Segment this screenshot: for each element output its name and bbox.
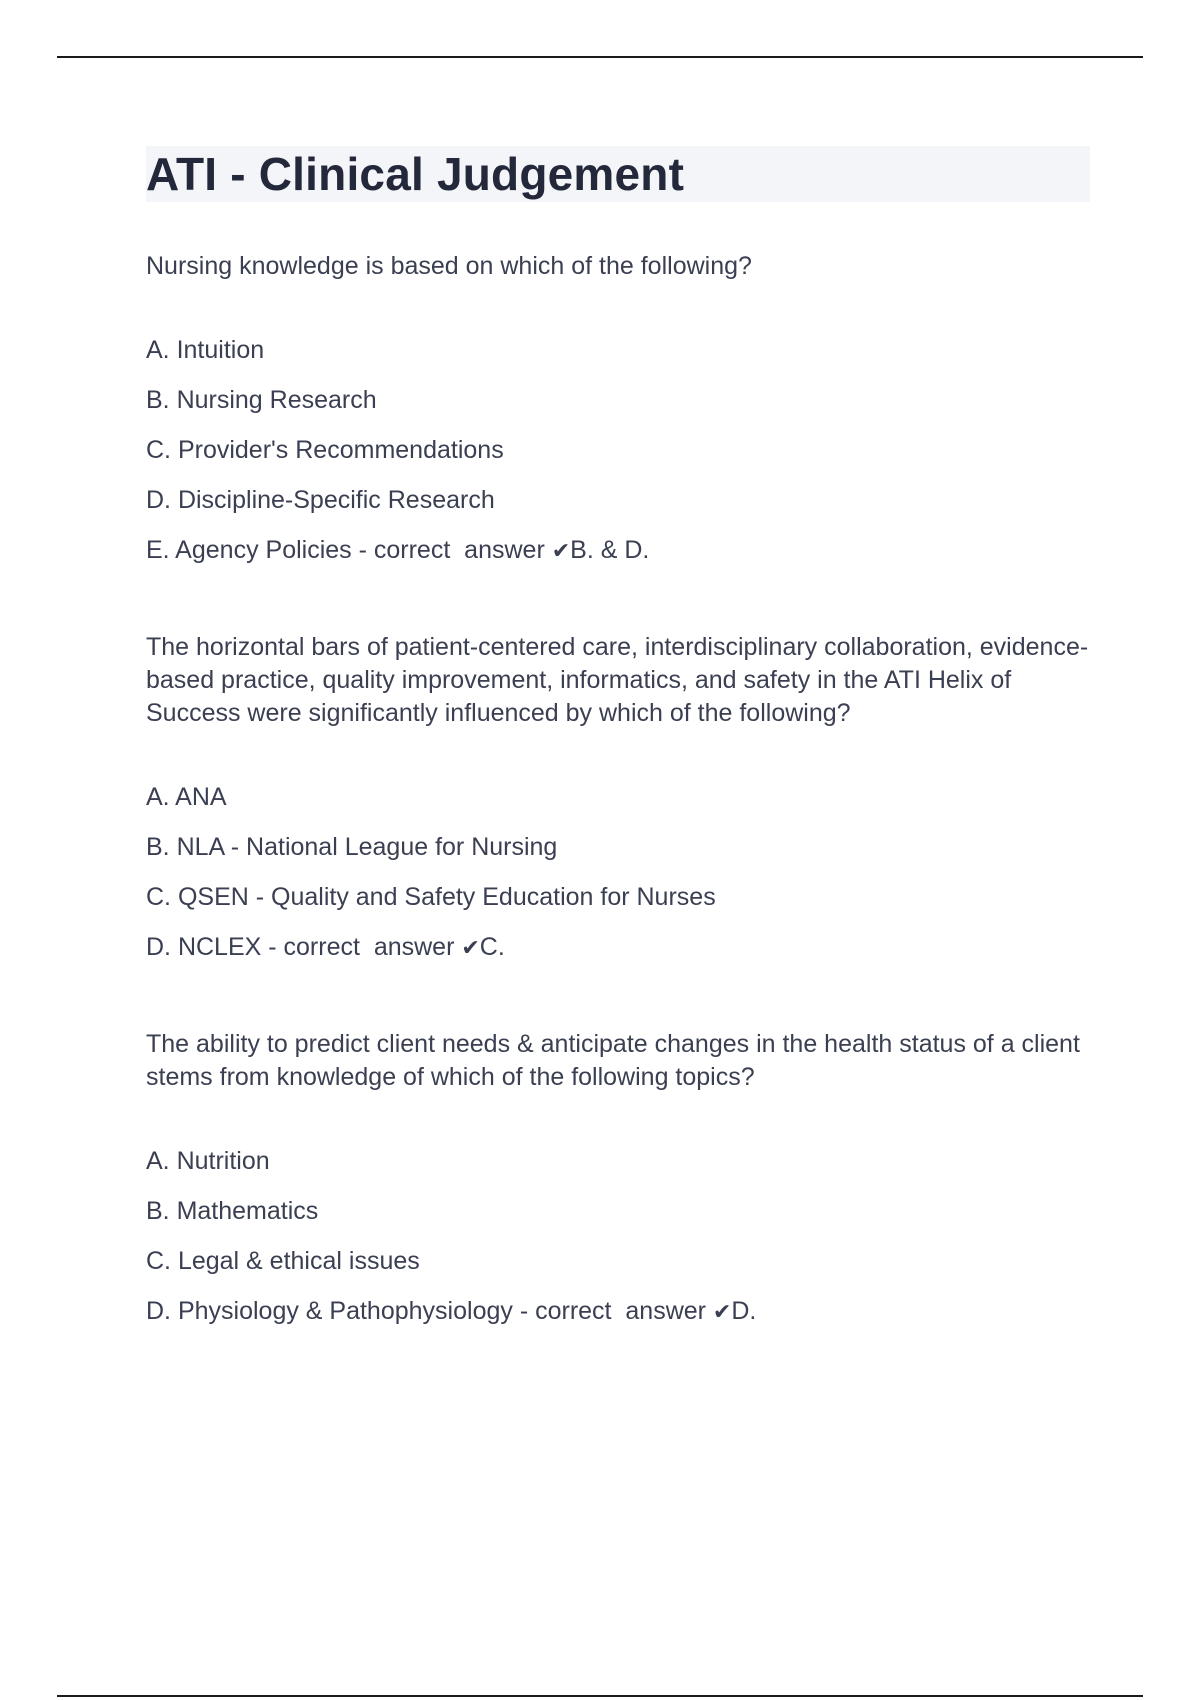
option-item: C. QSEN - Quality and Safety Education for Nurses bbox=[146, 883, 716, 911]
checkmark-icon: ✔ bbox=[461, 936, 480, 961]
option-item: C. Legal & ethical issues bbox=[146, 1247, 420, 1275]
option-item-with-answer: E. Agency Policies - correct answer ✔B. & D. bbox=[146, 536, 650, 564]
option-list bbox=[146, 1146, 1090, 1328]
option-item: B. NLA - National League for Nursing bbox=[146, 833, 558, 861]
document-body bbox=[146, 146, 1090, 1328]
checkmark-icon: ✔ bbox=[712, 1300, 732, 1325]
question-text: The horizontal bars of patient-centered care, interdisciplinary collaboration, evidence-based practice, quality improvement, informatics, and safety in the ATI Helix of Success were significantly influenced by which of the following? bbox=[146, 633, 1089, 727]
option-item: A. Nutrition bbox=[146, 1147, 270, 1175]
correct-answer: D. bbox=[731, 1297, 757, 1325]
title-band bbox=[146, 146, 1090, 202]
option-item: A. ANA bbox=[146, 783, 227, 811]
option-item: C. Provider's Recommendations bbox=[146, 436, 504, 464]
option-item: B. Nursing Research bbox=[146, 386, 377, 414]
option-item: A. Intuition bbox=[146, 336, 265, 364]
question-text: Nursing knowledge is based on which of the following? bbox=[146, 252, 752, 280]
option-list bbox=[146, 335, 1090, 567]
document-title: ATI - Clinical Judgement bbox=[146, 148, 685, 200]
option-item-with-answer: D. NCLEX - correct answer ✔C. bbox=[146, 933, 505, 961]
checkmark-icon: ✔ bbox=[551, 539, 571, 564]
option-list bbox=[146, 782, 1090, 964]
top-rule bbox=[57, 56, 1143, 58]
bottom-rule bbox=[57, 1695, 1143, 1697]
option-item-with-answer: D. Physiology & Pathophysiology - correct answer ✔D. bbox=[146, 1297, 757, 1325]
question-block-1 bbox=[146, 250, 1090, 567]
question-block-2 bbox=[146, 631, 1090, 964]
question-text: The ability to predict client needs & anticipate changes in the health status of a client stems from knowledge of which of the following topics? bbox=[146, 1030, 1080, 1091]
question-block-3 bbox=[146, 1028, 1090, 1328]
option-item: B. Mathematics bbox=[146, 1197, 319, 1225]
correct-answer: B. & D. bbox=[570, 536, 650, 564]
option-item: D. Discipline-Specific Research bbox=[146, 486, 495, 514]
correct-answer: C. bbox=[479, 933, 505, 961]
